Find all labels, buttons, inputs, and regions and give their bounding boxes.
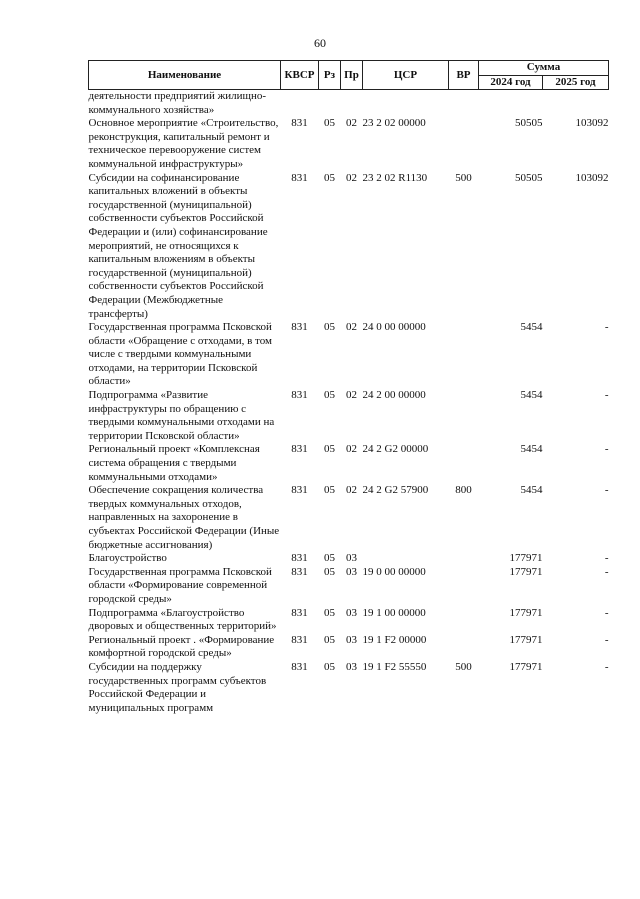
header-2025: 2025 год xyxy=(543,75,609,90)
cell-rz: 05 xyxy=(324,443,335,456)
cell-rz: 05 xyxy=(324,171,335,184)
header-csr: ЦСР xyxy=(363,61,449,90)
header-sum: Сумма xyxy=(479,61,609,76)
header-rz: Рз xyxy=(319,61,341,90)
cell-2025: - xyxy=(604,443,609,456)
cell-vr: 500 xyxy=(455,660,472,673)
cell-2025: 103092 xyxy=(575,117,609,130)
table-row xyxy=(89,552,609,566)
table-row xyxy=(89,634,609,661)
cell-csr: 24 2 G2 00000 xyxy=(362,443,429,456)
cell-2025: - xyxy=(604,565,609,578)
table-row xyxy=(89,321,609,389)
cell-2024: 177971 xyxy=(509,633,543,646)
cell-vr xyxy=(449,607,479,634)
cell-2025: - xyxy=(604,321,609,334)
table-row xyxy=(89,607,609,634)
cell-vr xyxy=(449,634,479,661)
cell-pr: 03 xyxy=(346,565,357,578)
cell-pr: 02 xyxy=(346,443,357,456)
table-row xyxy=(89,117,609,171)
cell-csr: 24 0 00 00000 xyxy=(362,321,426,334)
cell-kvsr: 831 xyxy=(291,660,308,673)
cell-2024: 50505 xyxy=(515,171,543,184)
cell-csr: 19 1 F2 00000 xyxy=(362,633,427,646)
cell-name: Подпрограмма «Развитие инфраструктуры по обращению с твердыми коммунальными отходами на территории Псковской области» xyxy=(88,389,275,442)
budget-table xyxy=(88,60,609,715)
cell-name: Субсидии на софинансирование капитальных вложений в объекты государственной (муниципальной) собственности субъектов Российской Федерации и (или) софинансирование мероприятий, не относящихся к капитальным вложениям в объекты государственной (муниципальной) собственности субъектов Российской Федерации (Межбюджетные трансферты) xyxy=(88,171,268,320)
cell-rz: 05 xyxy=(324,484,335,497)
header-2024: 2024 год xyxy=(479,75,543,90)
cell-name: Основное мероприятие «Строительство, реконструкция, капитальный ремонт и техническое перевооружение систем коммунальной инфраструктуры» xyxy=(88,117,279,170)
cell-csr xyxy=(363,552,449,566)
cell-2024: 50505 xyxy=(515,117,543,130)
cell-kvsr: 831 xyxy=(291,321,308,334)
cell-vr xyxy=(449,90,479,118)
cell-2024: 177971 xyxy=(509,565,543,578)
cell-kvsr: 831 xyxy=(291,552,308,565)
header-vr: ВР xyxy=(449,61,479,90)
cell-pr: 03 xyxy=(346,552,357,565)
cell-vr xyxy=(449,566,479,607)
cell-name: деятельности предприятий жилищно-коммунального хозяйства» xyxy=(88,90,266,116)
cell-name: Благоустройство xyxy=(88,552,167,565)
cell-rz: 05 xyxy=(324,660,335,673)
cell-pr: 03 xyxy=(346,633,357,646)
cell-vr xyxy=(449,117,479,171)
header-kvsr: КВСР xyxy=(281,61,319,90)
cell-csr: 24 2 00 00000 xyxy=(362,389,426,402)
cell-2024: 177971 xyxy=(509,606,543,619)
cell-kvsr xyxy=(281,90,319,118)
table-row xyxy=(89,389,609,443)
cell-name: Государственная программа Псковской области «Формирование современной городской среды» xyxy=(88,565,272,605)
cell-2025: - xyxy=(604,484,609,497)
cell-2024: 177971 xyxy=(509,660,543,673)
cell-csr: 24 2 G2 57900 xyxy=(362,484,429,497)
cell-2025 xyxy=(543,90,609,118)
cell-2024: 5454 xyxy=(520,389,543,402)
cell-rz: 05 xyxy=(324,633,335,646)
cell-csr: 23 2 02 00000 xyxy=(362,117,426,130)
cell-vr xyxy=(449,321,479,389)
cell-pr: 02 xyxy=(346,117,357,130)
table-row xyxy=(89,661,609,715)
cell-vr: 500 xyxy=(455,171,472,184)
cell-vr xyxy=(449,389,479,443)
cell-kvsr: 831 xyxy=(291,389,308,402)
cell-2025: 103092 xyxy=(575,171,609,184)
cell-2024: 5454 xyxy=(520,484,543,497)
cell-csr: 19 1 F2 55550 xyxy=(362,660,427,673)
cell-pr: 02 xyxy=(346,389,357,402)
cell-rz: 05 xyxy=(324,117,335,130)
cell-2025: - xyxy=(604,660,609,673)
cell-pr: 03 xyxy=(346,606,357,619)
cell-kvsr: 831 xyxy=(291,117,308,130)
cell-kvsr: 831 xyxy=(291,633,308,646)
cell-name: Подпрограмма «Благоустройство дворовых и общественных территорий» xyxy=(88,606,277,633)
cell-rz: 05 xyxy=(324,565,335,578)
header-name: Наименование xyxy=(89,61,281,90)
cell-2024: 5454 xyxy=(520,321,543,334)
cell-vr xyxy=(449,552,479,566)
table-row xyxy=(89,443,609,484)
table-row xyxy=(89,90,609,118)
cell-pr: 03 xyxy=(346,660,357,673)
cell-kvsr: 831 xyxy=(291,565,308,578)
cell-pr: 02 xyxy=(346,321,357,334)
cell-csr: 23 2 02 R1130 xyxy=(362,171,428,184)
table-row xyxy=(89,172,609,322)
cell-2024: 5454 xyxy=(520,443,543,456)
cell-2025: - xyxy=(604,633,609,646)
cell-name: Региональный проект . «Формирование комфортной городской среды» xyxy=(88,633,275,660)
cell-name: Субсидии на поддержку государственных программ субъектов Российской Федерации и муниципальных программ xyxy=(88,660,267,714)
cell-rz xyxy=(319,90,341,118)
cell-rz: 05 xyxy=(324,552,335,565)
cell-2024: 177971 xyxy=(509,552,543,565)
table-row xyxy=(89,566,609,607)
cell-rz: 05 xyxy=(324,389,335,402)
cell-name: Государственная программа Псковской области «Обращение с отходами, в том числе с твердыми коммунальными отходами, на территории Псковской области» xyxy=(88,321,272,388)
cell-2025: - xyxy=(604,552,609,565)
cell-2024 xyxy=(479,90,543,118)
cell-pr xyxy=(341,90,363,118)
cell-csr xyxy=(363,90,449,118)
cell-pr: 02 xyxy=(346,484,357,497)
cell-kvsr: 831 xyxy=(291,484,308,497)
cell-name: Региональный проект «Комплексная система обращения с твердыми коммунальными отходами» xyxy=(88,443,260,483)
cell-pr: 02 xyxy=(346,171,357,184)
cell-csr: 19 1 00 00000 xyxy=(362,606,426,619)
page-number: 60 xyxy=(314,36,326,50)
cell-name: Обеспечение сокращения количества твердых коммунальных отходов, направленных на захоронение в субъектах Российской Федерации (Иные бюджетные ассигнования) xyxy=(88,484,280,551)
cell-kvsr: 831 xyxy=(291,606,308,619)
cell-kvsr: 831 xyxy=(291,443,308,456)
cell-2025: - xyxy=(604,389,609,402)
cell-2025: - xyxy=(604,606,609,619)
cell-rz: 05 xyxy=(324,606,335,619)
cell-vr: 800 xyxy=(455,484,472,497)
cell-kvsr: 831 xyxy=(291,171,308,184)
header-pr: Пр xyxy=(341,61,363,90)
cell-csr: 19 0 00 00000 xyxy=(362,565,426,578)
cell-vr xyxy=(449,443,479,484)
table-body xyxy=(89,90,609,716)
cell-rz: 05 xyxy=(324,321,335,334)
table-row xyxy=(89,484,609,552)
